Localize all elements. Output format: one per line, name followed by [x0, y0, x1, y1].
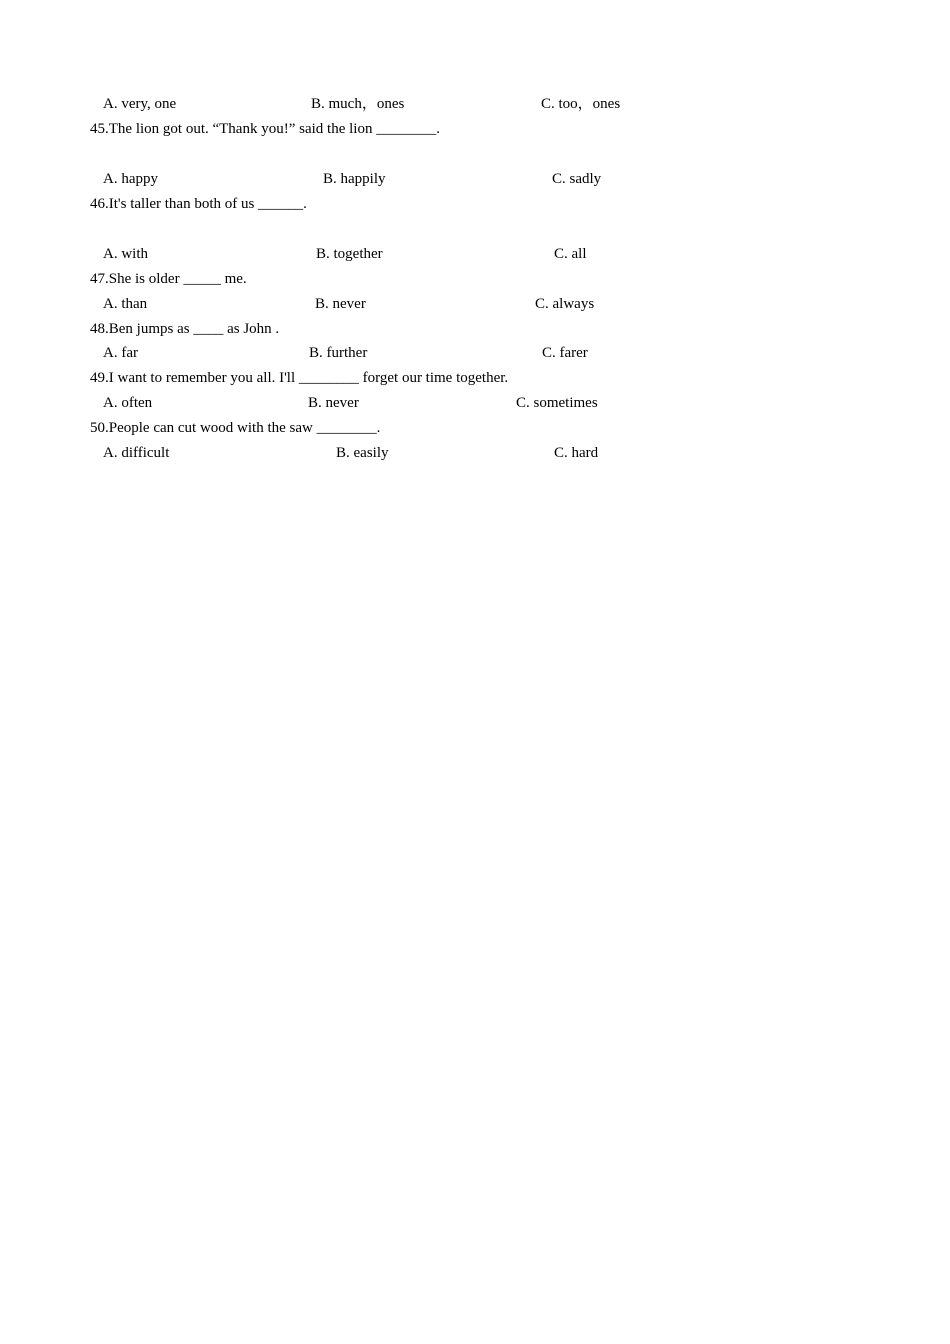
q49-option-a: A. often [103, 395, 153, 411]
q44-option-c: C. too，ones [541, 96, 621, 112]
q46-option-b: B. together [316, 246, 383, 262]
question-47: 47.She is older _____ me. [90, 271, 247, 287]
q44-option-a: A. very, one [103, 96, 177, 112]
q45-option-b: B. happily [323, 171, 386, 187]
q45-option-a: A. happy [103, 171, 158, 187]
q48-option-b: B. further [309, 345, 368, 361]
q50-option-b: B. easily [336, 445, 389, 461]
q47-option-c: C. always [535, 296, 595, 312]
q48-option-c: C. farer [542, 345, 588, 361]
q50-option-a: A. difficult [103, 445, 170, 461]
q45-option-c: C. sadly [552, 171, 602, 187]
q44-option-b: B. much，ones [311, 96, 405, 112]
question-48: 48.Ben jumps as ____ as John . [90, 321, 280, 337]
q47-option-a: A. than [103, 296, 148, 312]
q48-option-a: A. far [103, 345, 138, 361]
question-46: 46.It's taller than both of us ______. [90, 196, 307, 212]
q46-option-c: C. all [554, 246, 587, 262]
q46-option-a: A. with [103, 246, 148, 262]
question-50: 50.People can cut wood with the saw ________. [90, 420, 381, 436]
question-49: 49.I want to remember you all. I'll ________ forget our time together. [90, 370, 509, 386]
q50-option-c: C. hard [554, 445, 599, 461]
q47-option-b: B. never [315, 296, 366, 312]
q49-option-b: B. never [308, 395, 359, 411]
question-45: 45.The lion got out. “Thank you!” said the lion ________. [90, 121, 440, 137]
q49-option-c: C. sometimes [516, 395, 598, 411]
